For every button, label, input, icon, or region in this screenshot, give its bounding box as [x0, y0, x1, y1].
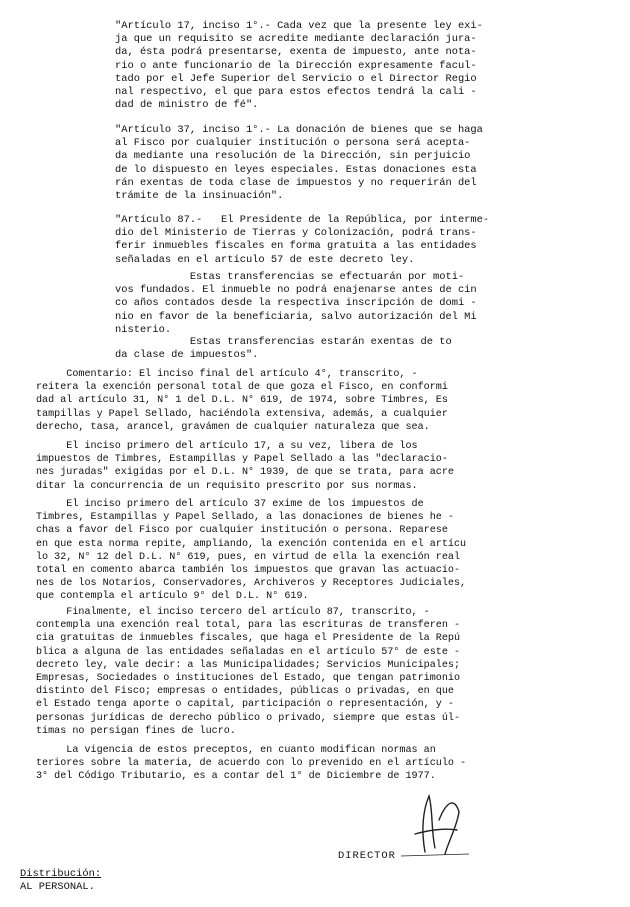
text-line: tado por el Jefe Superior del Servicio o el Director Regio: [115, 72, 477, 85]
text-line: nisterio.: [115, 323, 172, 336]
paragraph-article-17: [36, 440, 596, 493]
text-line: rán exentas de toda clase de impuestos y no requerirán del: [115, 176, 477, 189]
text-line: personas jurídicas de derecho público o privado, siempre que estas úl-: [36, 712, 461, 724]
text-line: Empresas, Sociedades o instituciones del Estado, que tengan patrimonio: [36, 673, 461, 685]
text-line: el Estado tenga aporte o capital, participación o representación, y -: [36, 699, 454, 711]
text-line: nes juradas" exigidas por el D.L. N° 1939, de que se trata, para acre: [36, 467, 454, 479]
quote-article-37: [115, 124, 585, 203]
comment-paragraph: [36, 368, 596, 434]
text-line: rio o ante funcionario de la Dirección expresamente facul-: [115, 59, 477, 72]
quote-article-87-paragraph-2: [115, 271, 585, 337]
text-line: El inciso primero del artículo 17, a su vez, libera de los: [36, 441, 418, 452]
quote-article-17: [115, 20, 585, 112]
signature-title: DIRECTOR: [338, 850, 396, 862]
text-line: Comentario: El inciso final del artículo 4°, transcrito, -: [36, 369, 418, 380]
text-line: ja que un requisito se acredite mediante declaración jura-: [115, 33, 477, 46]
paragraph-vigencia: [36, 744, 596, 784]
text-line: da clase de impuestos".: [115, 349, 259, 362]
text-line: blica a alguna de las entidades señaladas en el artículo 57° de este -: [36, 646, 461, 658]
quote-article-87-paragraph-3: [115, 336, 585, 362]
text-line: chas a favor del Fisco por cualquier institución o persona. Reparese: [36, 525, 448, 537]
text-line: Estas transferencias se efectuarán por moti-: [115, 271, 465, 283]
text-line: al Fisco por cualquier institución o persona será acepta-: [115, 137, 471, 150]
text-line: La vigencia de estos preceptos, en cuanto modifican normas an: [36, 745, 436, 756]
text-line: impuestos de Timbres, Estampillas y Papel Sellado a las "declaracio-: [36, 454, 448, 466]
text-line: teriores sobre la materia, de acuerdo con lo prevenido en el artículo -: [36, 758, 467, 770]
text-line: nal respectivo, el que para estos efectos tendrá la cali -: [115, 86, 477, 99]
text-line: señaladas en el artículo 57 de este decreto ley.: [115, 253, 415, 266]
text-line: da mediante una resolución de la Dirección, sin perjuicio: [115, 150, 471, 163]
text-line: da, ésta podrá presentarse, exenta de impuesto, ante nota-: [115, 46, 477, 59]
text-line: "Artículo 17, inciso 1°.- Cada vez que la presente ley exi-: [115, 20, 483, 32]
text-line: trámite de la insinuación".: [115, 190, 284, 203]
text-line: co años contados desde la respectiva inscripción de domi -: [115, 297, 477, 310]
text-line: dio del Ministerio de Tierras y Colonización, podrá trans-: [115, 227, 477, 240]
text-line: total en comento abarca también los impuestos que gravan las actuacio-: [36, 565, 461, 577]
text-line: dad de ministro de fé".: [115, 99, 259, 112]
quote-article-87: [115, 214, 585, 267]
text-line: 3° del Código Tributario, es a contar del 1° de Diciembre de 1977.: [36, 771, 436, 783]
text-line: lo 32, N° 12 del D.L. N° 619, pues, en virtud de ella la exención real: [36, 551, 461, 563]
distribution: [20, 868, 220, 894]
text-line: "Artículo 37, inciso 1°.- La donación de bienes que se haga: [115, 124, 483, 136]
distribution-heading: Distribución:: [20, 868, 102, 880]
text-line: en que esta norma repite, ampliando, la exención contenida en el artícu: [36, 538, 467, 550]
paragraph-article-37: [36, 498, 596, 604]
text-line: cia gratuitas de inmuebles fiscales, que haga el Presidente de la Repú: [36, 633, 461, 645]
text-line: dad al artículo 31, N° 1 del D.L. N° 619, de 1974, sobre Timbres, Es: [36, 395, 448, 407]
text-line: timas no persigan fines de lucro.: [36, 725, 236, 737]
text-line: Timbres, Estampillas y Papel Sellado, a las donaciones de bienes he -: [36, 512, 454, 524]
signature-image: [395, 790, 475, 860]
text-line: de lo dispuesto en leyes especiales. Estas donaciones esta: [115, 163, 477, 176]
text-line: ditar la concurrencia de un requisito prescrito por sus normas.: [36, 480, 418, 492]
text-line: distinto del Fisco; empresas o entidades, públicas o privadas, en que: [36, 686, 454, 698]
text-line: "Artículo 87.- El Presidente de la República, por interme-: [115, 214, 490, 226]
paragraph-article-87: [36, 606, 596, 738]
text-line: que contempla el artículo 9° del D.L. N° 619.: [36, 591, 309, 603]
text-line: ferir inmuebles fiscales en forma gratuita a las entidades: [115, 240, 477, 253]
text-line: derecho, tasa, arancel, gravámen de cualquier naturaleza que sea.: [36, 421, 430, 433]
text-line: nio en favor de la beneficiaria, salvo autorización del Mi: [115, 310, 477, 323]
text-line: decreto ley, vale decir: a las Municipalidades; Servicios Municipales;: [36, 659, 461, 671]
text-line: reitera la exención personal total de que goza el Fisco, en conformi: [36, 382, 448, 394]
text-line: nes de los Notarios, Conservadores, Archiveros y Receptores Judiciales,: [36, 578, 467, 590]
distribution-item: AL PERSONAL.: [20, 881, 95, 893]
text-line: Finalmente, el inciso tercero del artículo 87, transcrito, -: [36, 607, 430, 618]
text-line: El inciso primero del artículo 37 exime de los impuestos de: [36, 499, 424, 510]
text-line: Estas transferencias estarán exentas de to: [115, 336, 452, 348]
text-line: contempla una exención real total, para las escrituras de transferen -: [36, 620, 461, 632]
text-line: vos fundados. El inmueble no podrá enajenarse antes de cin: [115, 284, 477, 297]
text-line: tampillas y Papel Sellado, haciéndola extensiva, además, a cualquier: [36, 408, 448, 420]
